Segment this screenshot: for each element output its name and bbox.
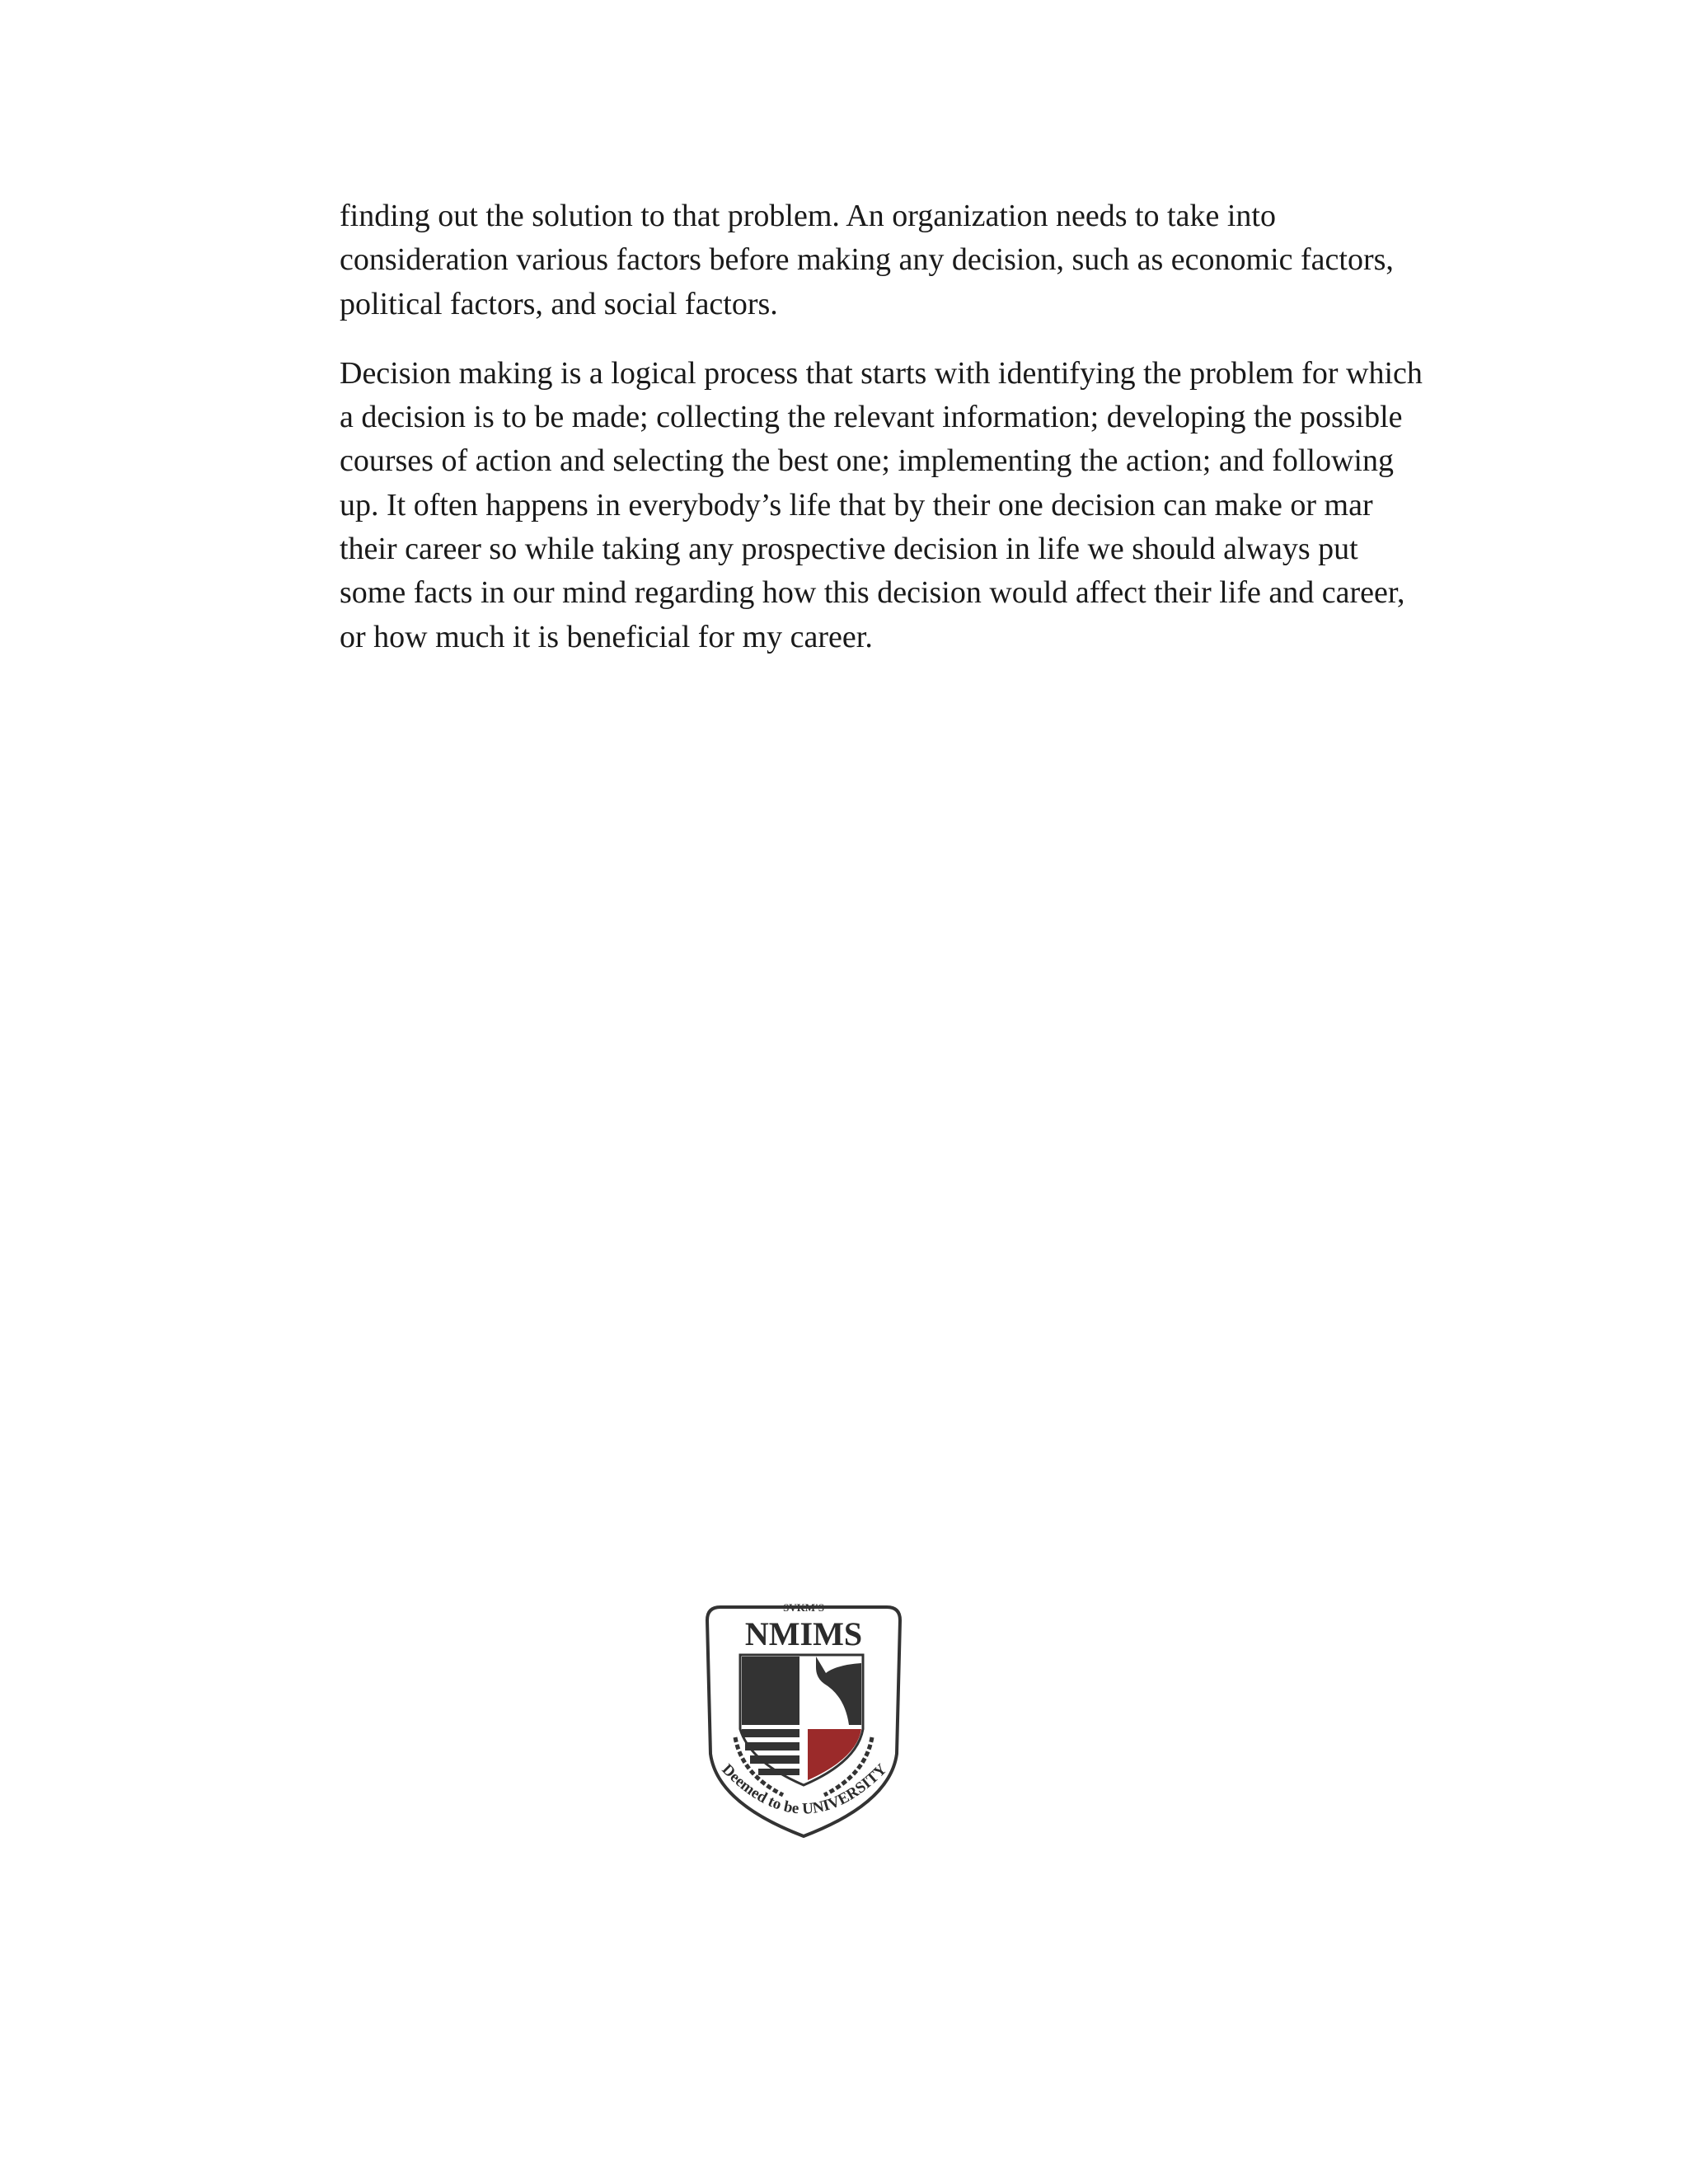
logo-arc-text: Deemed to be UNIVERSITY <box>718 1760 891 1818</box>
logo-top-text: SVKM'S <box>783 1601 824 1614</box>
shield-emblem-icon <box>692 1597 915 1853</box>
svg-text:Deemed to be UNIVERSITY <box>719 1760 891 1817</box>
logo-name: NMIMS <box>744 1615 863 1652</box>
body-text <box>340 194 1493 659</box>
nmims-logo <box>692 1597 915 1853</box>
paragraph-2: Decision making is a logical process that starts with identifying the problem for which a decision is to be made; collecting the relevant information; developing the possible courses of action and selecting the best one; implementing the action; and following up. It often happens in everybody’s life that by their one decision can make or mar their career so while taking any prospective decision in life we should always put some facts in our mind regarding how this decision would affect their life and career, or how much it is beneficial for my career. <box>340 355 1423 654</box>
paragraph-1: finding out the solution to that problem. An organization needs to take into consideration various factors before making any decision, such as economic factors, political factors, and social factors. <box>340 199 1394 321</box>
